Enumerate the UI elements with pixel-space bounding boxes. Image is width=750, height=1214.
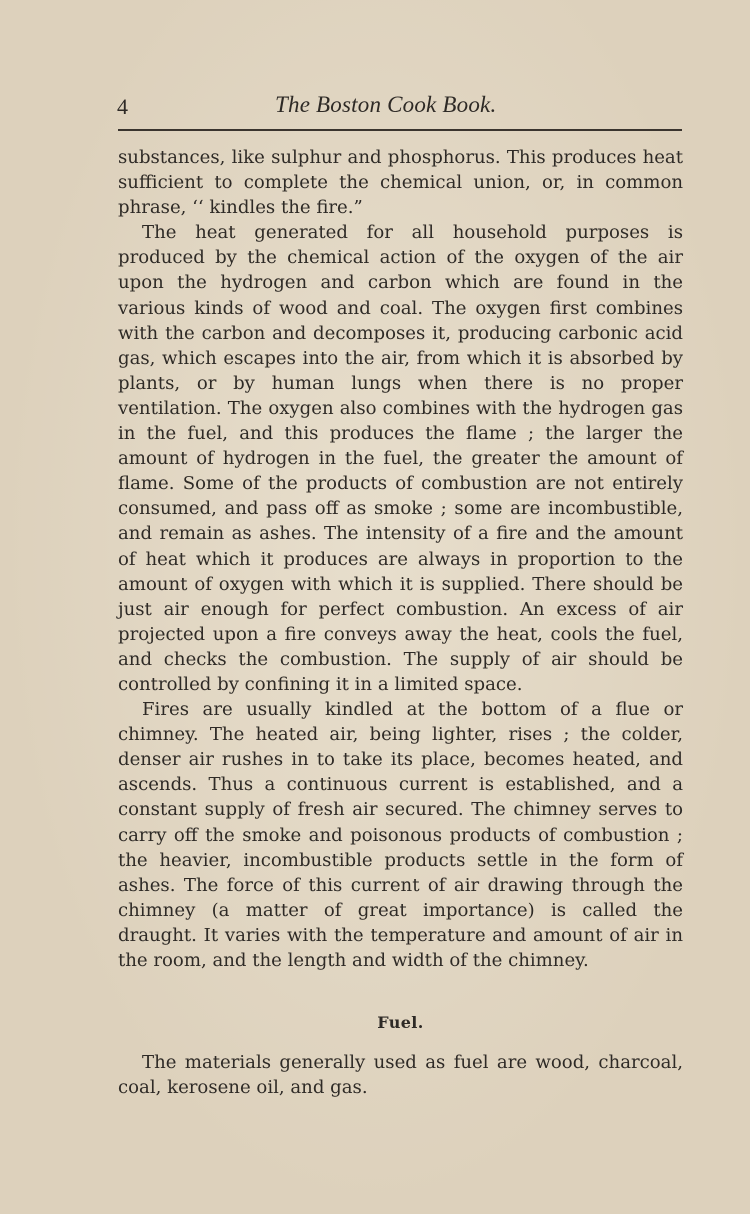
- paragraph-heat: The heat generated for all household purposes is produced by the chemical action of the oxygen of the air upon the hydrogen and carbon which are found in the various kinds of wood and coal. The oxygen first combines with the carbon and decomposes it, producing carbonic acid gas, which escapes into the air, from which it is absorbed by plants, or by human lungs when there is no proper ventilation. The oxygen also combines with the hydrogen gas in the fuel, and this produces the flame ; the larger the amount of hydrogen in the fuel, the greater the amount of flame. Some of the products of combustion are not entirely consumed, and pass off as smoke ; some are incombustible, and remain as ashes. The intensity of a fire and the amount of heat which it produces are always in proportion to the amount of oxygen with which it is supplied. There should be just air enough for perfect combustion. An excess of air projected upon a fire conveys away the heat, cools the fuel, and checks the combustion. The supply of air should be controlled by confining it in a limited space.: [118, 222, 683, 695]
- section-heading-fuel: Fuel.: [377, 1013, 424, 1032]
- header-rule: [118, 129, 682, 131]
- running-title: The Boston Cook Book.: [275, 92, 497, 117]
- page-header: [117, 92, 682, 126]
- fuel-text: [118, 1050, 683, 1100]
- paragraph-fuel: The materials generally used as fuel are wood, charcoal, coal, kerosene oil, and gas.: [118, 1052, 683, 1099]
- paragraph-continued: substances, like sulphur and phosphorus. This produces heat sufficient to complete the chemical union, or, in common phrase, ‘‘ kindles the fire.”: [118, 147, 683, 219]
- paragraph-fires: Fires are usually kindled at the bottom of a flue or chimney. The heated air, being lighter, rises ; the colder, denser air rushes in to take its place, becomes heated, and ascends. Thus a continuous current is established, and a constant supply of fresh air secured. The chimney serves to carry off the smoke and poisonous products of combustion ; the heavier, incombustible products settle in the form of ashes. The force of this current of air drawing through the chimney (a matter of great importance) is called the draught. It varies with the temperature and amount of air in the room, and the length and width of the chimney.: [118, 699, 683, 971]
- main-text: [118, 145, 683, 973]
- page-number: 4: [117, 94, 128, 119]
